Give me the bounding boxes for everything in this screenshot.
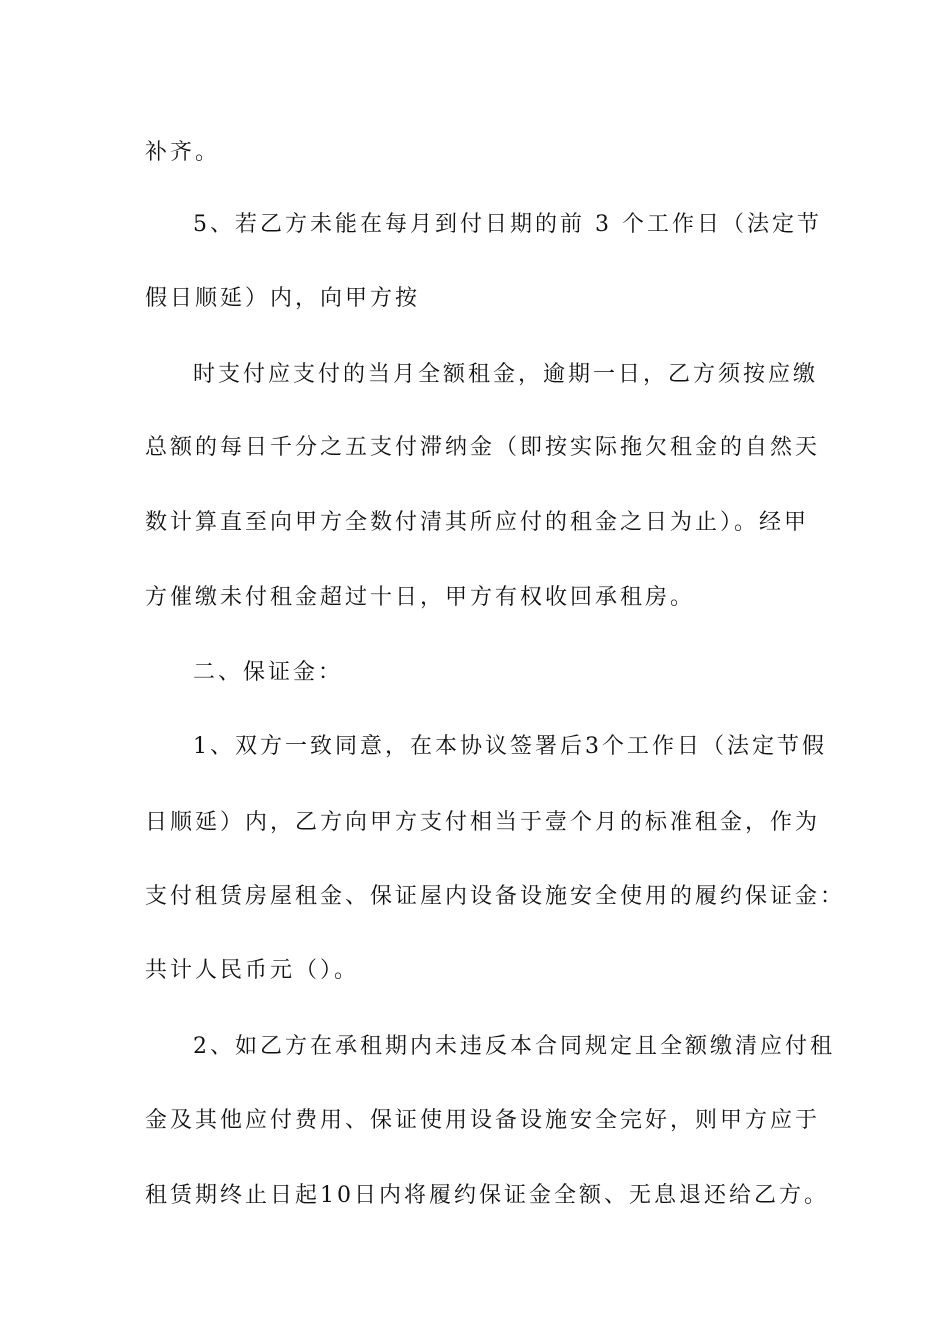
paragraph-line: 1、双方一致同意，在本协议签署后3个工作日（法定节假 xyxy=(193,734,827,759)
paragraph-line: 时支付应支付的当月全额租金，逾期一日，乙方须按应缴 xyxy=(193,362,819,387)
section-heading: 二、保证金： xyxy=(193,660,344,685)
paragraph-line: 2、如乙方在承租期内未违反本合同规定且全额缴清应付租 xyxy=(193,1034,835,1059)
paragraph-line: 5、若乙方未能在每月到付日期的前 3 个工作日（法定节 xyxy=(193,212,822,237)
paragraph-line: 数计算直至向甲方全数付清其所应付的租金之日为止）。经甲 xyxy=(145,510,810,535)
paragraph-line: 总额的每日千分之五支付滞纳金（即按实际拖欠租金的自然天 xyxy=(145,435,821,460)
paragraph-line: 补齐。 xyxy=(145,140,221,165)
paragraph-line: 租赁期终止日起10日内将履约保证金全额、无息退还给乙方。 xyxy=(145,1183,829,1208)
paragraph-line: 金及其他应付费用、保证使用设备设施安全完好，则甲方应于 xyxy=(145,1108,821,1133)
paragraph-line: 日顺延）内，乙方向甲方支付相当于壹个月的标准租金，作为 xyxy=(145,810,821,835)
paragraph-line: 方催缴未付租金超过十日，甲方有权收回承租房。 xyxy=(145,585,696,610)
paragraph-line: 假日顺延）内，向甲方按 xyxy=(145,286,421,311)
paragraph-line: 共计人民币元（）。 xyxy=(145,958,360,983)
paragraph-line: 支付租赁房屋租金、保证屋内设备设施安全使用的履约保证金： xyxy=(145,884,846,909)
